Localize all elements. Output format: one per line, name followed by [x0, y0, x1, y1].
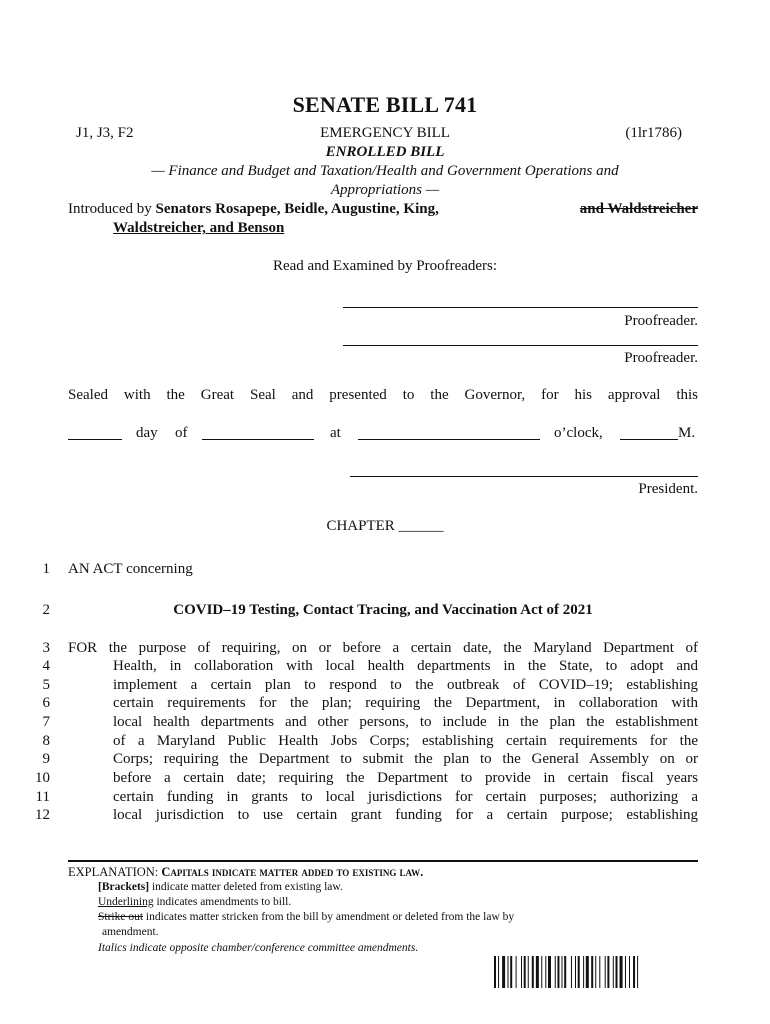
- barcode-bar: [516, 956, 517, 988]
- barcode-bar: [536, 956, 539, 988]
- barcode-bar: [508, 956, 509, 988]
- explanation-strike: [98, 911, 514, 923]
- barcode-bar: [629, 956, 630, 988]
- file-number: (1lr1786): [625, 125, 682, 141]
- purpose-line: before a certain date; requiring the Department to provide in certain fiscal years: [113, 770, 698, 786]
- line-number: 3: [42, 640, 50, 656]
- line-number: 11: [35, 789, 50, 805]
- barcode-bar: [557, 956, 559, 988]
- barcode-bar: [591, 956, 593, 988]
- purpose-line: Corps; requiring the Department to submit the plan to the General Assembly on or: [113, 751, 698, 767]
- meridian-blank: [620, 427, 678, 440]
- enrolled-status: ENROLLED BILL: [325, 144, 445, 160]
- barcode-bar: [524, 956, 526, 988]
- purpose-line: Health, in collaboration with local health departments in the State, to adopt and: [113, 658, 698, 674]
- barcode-bar: [502, 956, 505, 988]
- date-blank: [202, 427, 314, 440]
- committee-line-1: — Finance and Budget and Taxation/Health and Government Operations and: [151, 163, 619, 179]
- barcode: [494, 956, 680, 988]
- barcode-bar: [620, 956, 623, 988]
- struck-sponsor: and Waldstreicher: [579, 201, 698, 217]
- barcode-bar: [494, 956, 496, 988]
- explanation-divider: [68, 860, 698, 862]
- capitals-note: Capitals indicate matter added to existing law.: [161, 865, 424, 879]
- sponsor-list: Senators Rosapepe, Beidle, Augustine, King,: [155, 201, 439, 217]
- introduced-prefix: Introduced by: [68, 201, 156, 217]
- explanation-label: EXPLANATION:: [68, 865, 162, 879]
- proofreaders-label: Read and Examined by Proofreaders:: [272, 258, 498, 274]
- barcode-bar: [633, 956, 635, 988]
- barcode-bar: [616, 956, 618, 988]
- barcode-bar: [498, 956, 499, 988]
- explanation-brackets: [98, 881, 343, 893]
- line-number: 6: [42, 695, 50, 711]
- purpose-line: local health departments and other persons, to include in the plan the establishment: [113, 714, 698, 730]
- proofreader-2-label: Proofreader.: [624, 350, 698, 366]
- barcode-bar: [625, 956, 626, 988]
- barcode-bar: [564, 956, 566, 988]
- barcode-bar: [555, 956, 556, 988]
- barcode-bar: [528, 956, 529, 988]
- barcode-bar: [571, 956, 572, 988]
- line-number: 12: [35, 807, 50, 823]
- purpose-line: certain requirements for the plan; requiring the Department, in collaboration with: [113, 695, 698, 711]
- purpose-line: of a Maryland Public Health Jobs Corps; establishing certain requirements for the: [113, 733, 698, 749]
- barcode-bar: [578, 956, 580, 988]
- oclock-word: o’clock,: [554, 425, 603, 441]
- explanation-strike-cont: amendment.: [102, 926, 159, 938]
- proofreader-1-label: Proofreader.: [624, 313, 698, 329]
- line-number: 2: [42, 602, 50, 618]
- subject-codes: J1, J3, F2: [76, 125, 134, 141]
- line-number: 8: [42, 733, 50, 749]
- explanation-underlining: [98, 896, 291, 908]
- purpose-line: implement a certain plan to respond to the outbreak of COVID–19; establishing: [113, 677, 698, 693]
- barcode-bar: [605, 956, 606, 988]
- m-word: M.: [678, 425, 696, 441]
- introduced-by: [68, 201, 698, 218]
- explanation-italics: Italics indicate opposite chamber/conference committee amendments.: [98, 942, 419, 954]
- barcode-bar: [545, 956, 546, 988]
- barcode-bar: [613, 956, 614, 988]
- barcode-bar: [599, 956, 600, 988]
- line-number: 9: [42, 751, 50, 767]
- purpose-line: certain funding in grants to local jurisdictions for certain purposes; authorizing a: [113, 789, 698, 805]
- day-blank: [68, 427, 122, 440]
- sealed-text: Sealed with the Great Seal and presented to the Governor, for his approval this: [68, 387, 698, 403]
- purpose-line: FOR the purpose of requiring, on or before a certain date, the Maryland Department of: [68, 640, 698, 656]
- barcode-bar: [541, 956, 542, 988]
- purpose-line: local jurisdiction to use certain grant funding for a certain purpose; establishing: [113, 807, 698, 823]
- president-label: President.: [638, 481, 698, 497]
- barcode-bar: [562, 956, 563, 988]
- barcode-bar: [607, 956, 609, 988]
- act-short-title: COVID–19 Testing, Contact Tracing, and Vaccination Act of 2021: [173, 602, 593, 618]
- barcode-bar: [586, 956, 589, 988]
- strike-word: Strike out: [98, 911, 144, 923]
- brackets-note: indicate matter deleted from existing law.: [149, 881, 343, 893]
- explanation-capitals: [68, 865, 423, 880]
- president-signature-line: [350, 476, 698, 477]
- line-number: 7: [42, 714, 50, 730]
- of-word: of: [175, 425, 188, 441]
- barcode-bar: [521, 956, 522, 988]
- line-number: 4: [42, 658, 50, 674]
- time-blank: [358, 427, 540, 440]
- barcode-bar: [595, 956, 596, 988]
- added-sponsors: Waldstreicher, and Benson: [113, 220, 285, 236]
- barcode-bar: [637, 956, 638, 988]
- day-word: day: [136, 425, 158, 441]
- strike-note: indicates matter stricken from the bill by amendment or deleted from the law by: [143, 911, 515, 923]
- line-number: 10: [35, 770, 50, 786]
- bill-title: SENATE BILL 741: [292, 92, 478, 117]
- underlining-note: indicates amendments to bill.: [153, 896, 292, 908]
- at-word: at: [330, 425, 341, 441]
- committee-line-2: Appropriations —: [330, 182, 440, 198]
- barcode-bar: [532, 956, 534, 988]
- barcode-bar: [583, 956, 584, 988]
- act-concerning: AN ACT concerning: [68, 561, 193, 577]
- underlining-word: Underlining: [98, 896, 154, 908]
- line-number: 5: [42, 677, 50, 693]
- chapter-line: CHAPTER ______: [326, 518, 444, 534]
- barcode-bar: [548, 956, 551, 988]
- proofreader-signature-line-1: [343, 307, 698, 308]
- sealed-date-line: [68, 425, 698, 445]
- barcode-bar: [510, 956, 512, 988]
- barcode-bar: [575, 956, 576, 988]
- bill-type: EMERGENCY BILL: [320, 125, 450, 141]
- brackets-word: [Brackets]: [98, 881, 150, 893]
- line-number: 1: [42, 561, 50, 577]
- proofreader-signature-line-2: [343, 345, 698, 346]
